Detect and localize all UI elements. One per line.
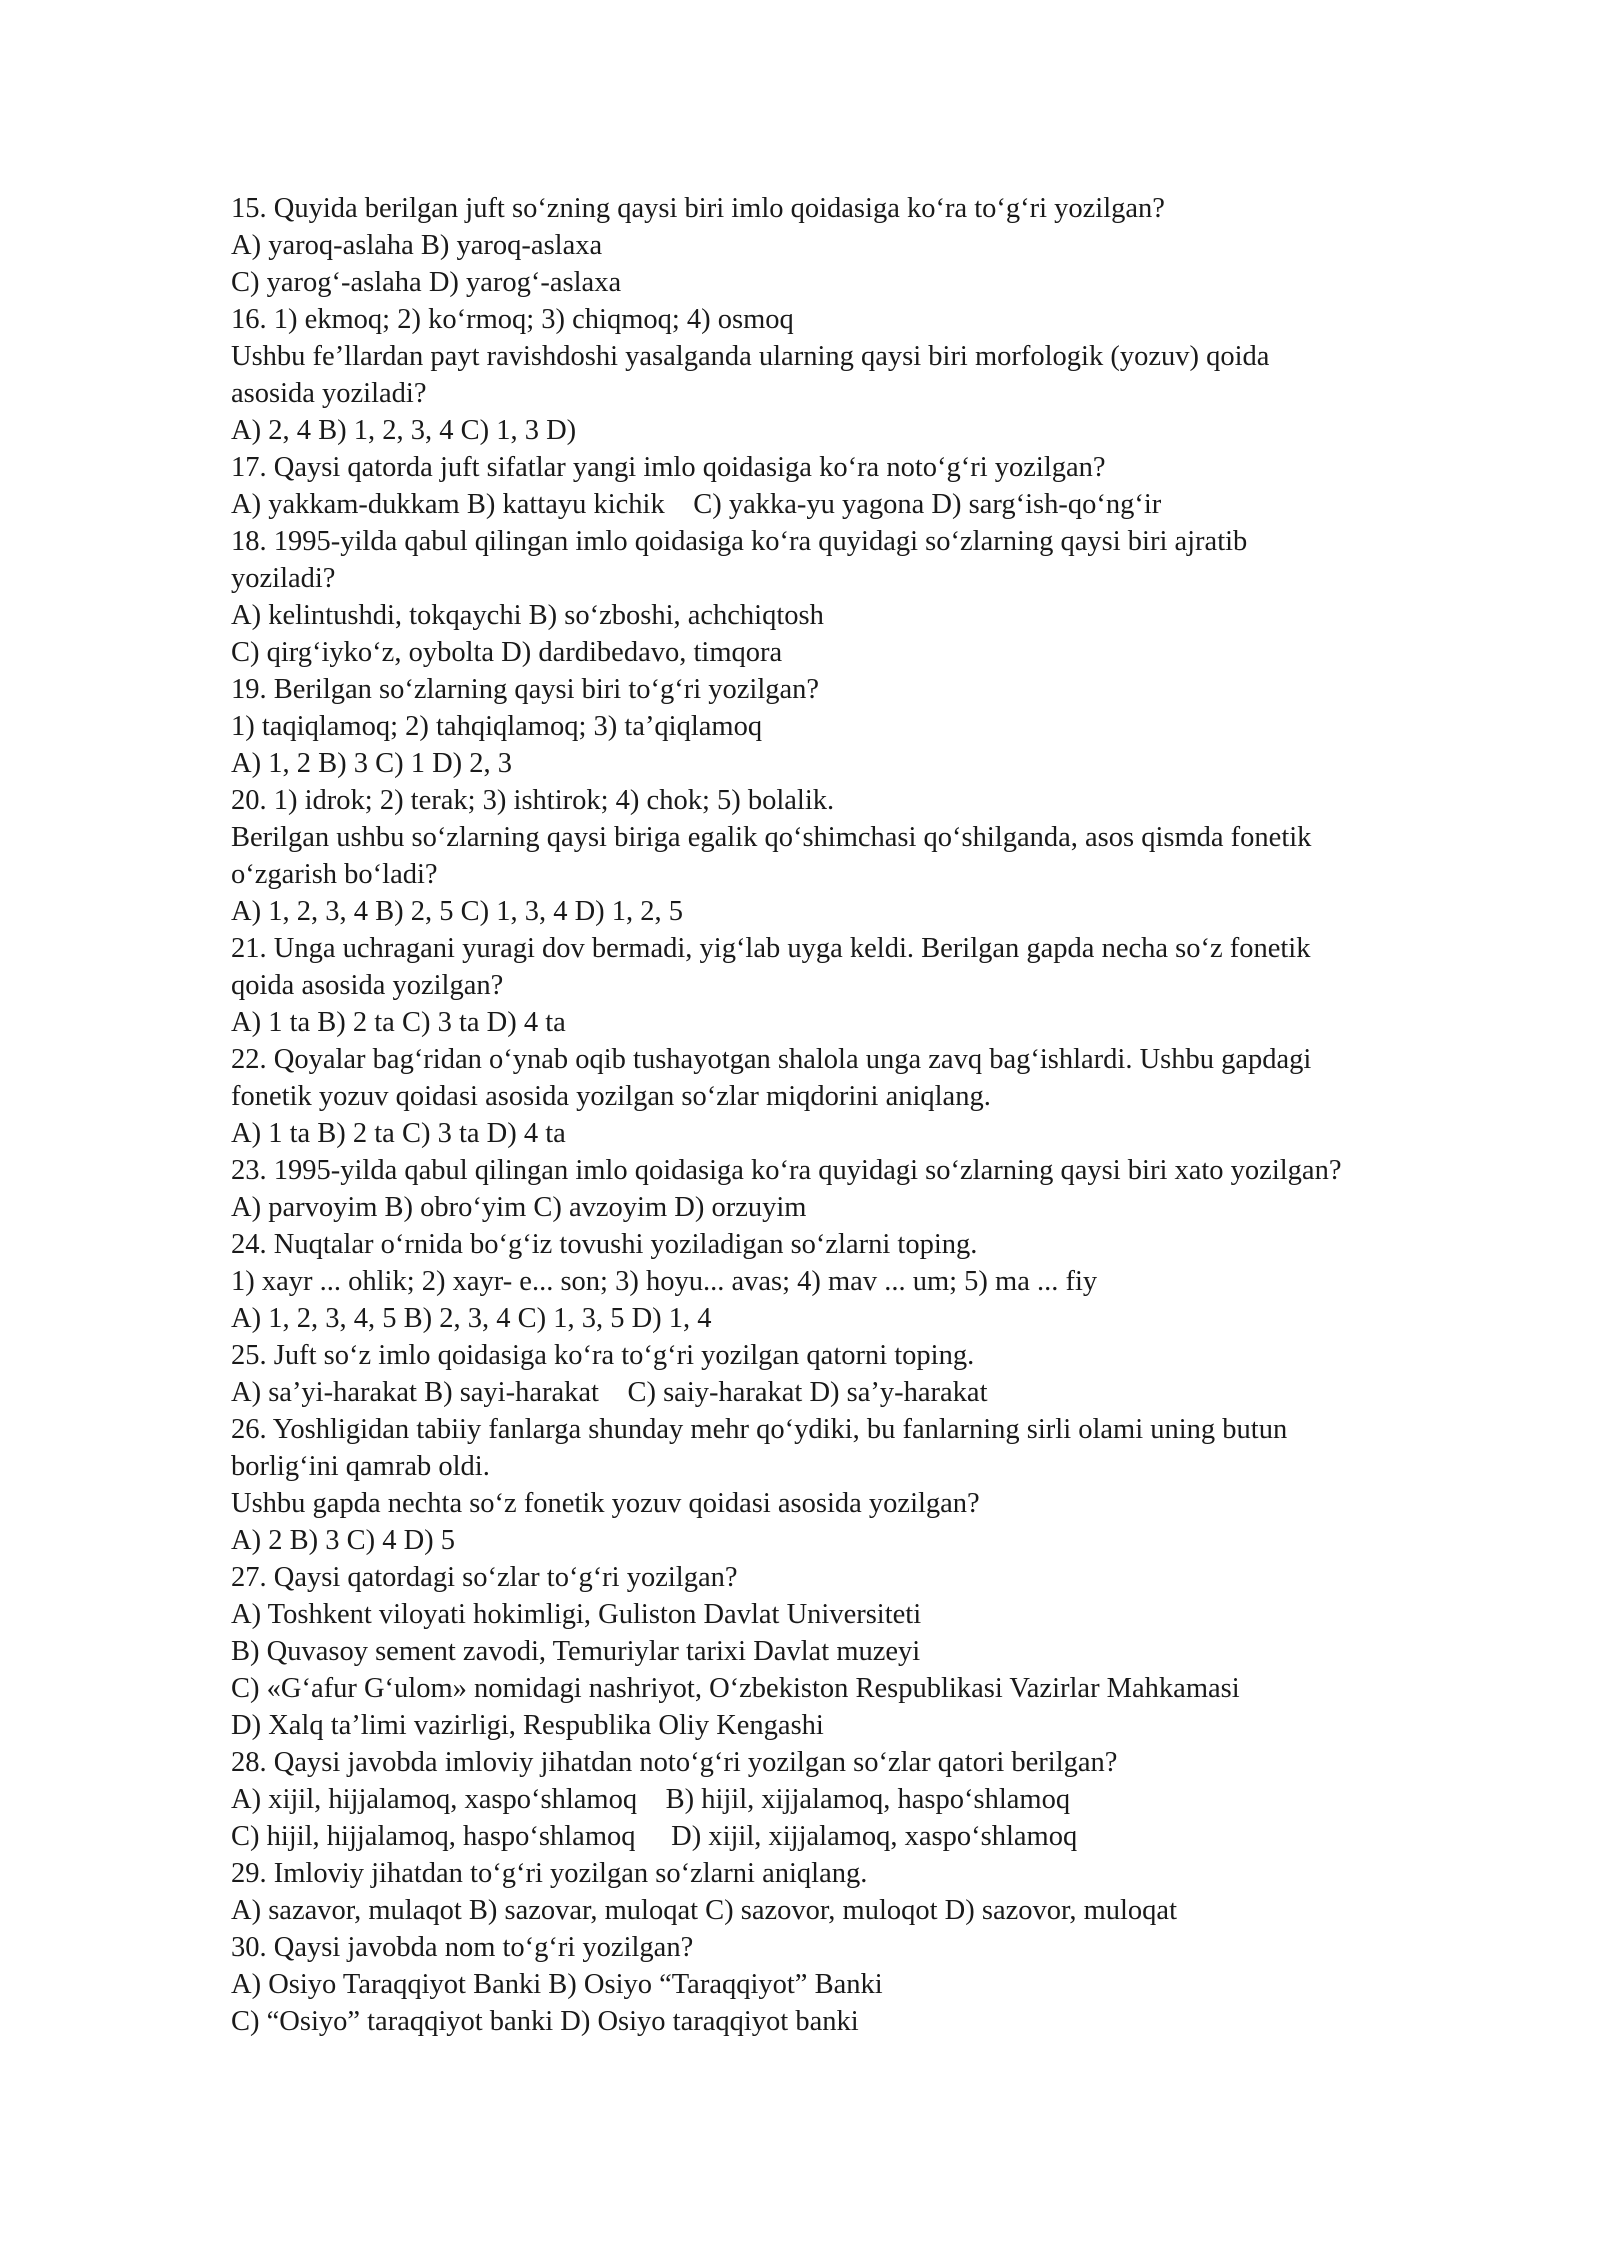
answer-options-line: A) parvoyim B) obro‘yim C) avzoyim D) orzuyim	[231, 1192, 807, 1223]
answer-options-line: C) «G‘afur G‘ulom» nomidagi nashriyot, O‘zbekiston Respublikasi Vazirlar Mahkamasi	[231, 1673, 1240, 1704]
question-text-line: 28. Qaysi javobda imloviy jihatdan noto‘g‘ri yozilgan so‘zlar qatori berilgan?	[231, 1747, 1118, 1778]
answer-options-line: A) Toshkent viloyati hokimligi, Guliston Davlat Universiteti	[231, 1599, 922, 1630]
answer-options-line: A) 1 ta B) 2 ta C) 3 ta D) 4 ta	[231, 1118, 566, 1149]
question-text-line: 18. 1995-yilda qabul qilingan imlo qoidasiga ko‘ra quyidagi so‘zlarning qaysi biri ajratib	[231, 526, 1248, 557]
document-body	[231, 190, 1491, 2040]
answer-options-line: C) yarog‘-aslaha D) yarog‘-aslaxa	[231, 267, 622, 298]
question-text-line: 1) taqiqlamoq; 2) tahqiqlamoq; 3) ta’qiqlamoq	[231, 711, 763, 742]
question-text-line: 23. 1995-yilda qabul qilingan imlo qoidasiga ko‘ra quyidagi so‘zlarning qaysi biri xato yozilgan?	[231, 1155, 1342, 1186]
question-text-line: 21. Unga uchragani yuragi dov bermadi, yig‘lab uyga keldi. Berilgan gapda necha so‘z fonetik	[231, 933, 1311, 964]
answer-options-line: A) sazavor, mulaqot B) sazovar, muloqat C) sazovor, muloqot D) sazovor, muloqat	[231, 1895, 1177, 1926]
question-text-line: asosida yoziladi?	[231, 378, 427, 409]
question-text-line: 20. 1) idrok; 2) terak; 3) ishtirok; 4) chok; 5) bolalik.	[231, 785, 835, 816]
answer-options-line: A) 2 B) 3 C) 4 D) 5	[231, 1525, 456, 1556]
answer-options-line: A) kelintushdi, tokqaychi B) so‘zboshi, achchiqtosh	[231, 600, 824, 631]
answer-options-line: B) Quvasoy sement zavodi, Temuriylar tarixi Davlat muzeyi	[231, 1636, 921, 1667]
answer-options-line: A) xijil, hijjalamoq, xaspo‘shlamoq B) hijil, xijjalamoq, haspo‘shlamoq	[231, 1784, 1071, 1815]
question-text-line: fonetik yozuv qoidasi asosida yozilgan so‘zlar miqdorini aniqlang.	[231, 1081, 991, 1112]
question-text-line: 22. Qoyalar bag‘ridan o‘ynab oqib tushayotgan shalola unga zavq bag‘ishlardi. Ushbu gapdagi	[231, 1044, 1312, 1075]
answer-options-line: A) 1 ta B) 2 ta C) 3 ta D) 4 ta	[231, 1007, 566, 1038]
question-text-line: Ushbu fe’llardan payt ravishdoshi yasalganda ularning qaysi biri morfologik (yozuv) qoida	[231, 341, 1270, 372]
answer-options-line: A) 2, 4 B) 1, 2, 3, 4 C) 1, 3 D)	[231, 415, 577, 446]
answer-options-line: A) yaroq-aslaha B) yaroq-aslaxa	[231, 230, 603, 261]
answer-options-line: C) hijil, hijjalamoq, haspo‘shlamoq D) xijil, xijjalamoq, xaspo‘shlamoq	[231, 1821, 1078, 1852]
answer-options-line: A) yakkam-dukkam B) kattayu kichik C) yakka-yu yagona D) sarg‘ish-qo‘ng‘ir	[231, 489, 1162, 520]
question-text-line: 29. Imloviy jihatdan to‘g‘ri yozilgan so‘zlarni aniqlang.	[231, 1858, 868, 1889]
answer-options-line: A) Osiyo Taraqqiyot Banki B) Osiyo “Taraqqiyot” Banki	[231, 1969, 883, 2000]
question-text-line: Berilgan ushbu so‘zlarning qaysi biriga egalik qo‘shimchasi qo‘shilganda, asos qismda fonetik	[231, 822, 1312, 853]
question-text-line: borlig‘ini qamrab oldi.	[231, 1451, 490, 1482]
answer-options-line: A) sa’yi-harakat B) sayi-harakat C) saiy-harakat D) sa’y-harakat	[231, 1377, 988, 1408]
answer-options-line: A) 1, 2 B) 3 C) 1 D) 2, 3	[231, 748, 513, 779]
question-text-line: 19. Berilgan so‘zlarning qaysi biri to‘g‘ri yozilgan?	[231, 674, 820, 705]
answer-options-line: A) 1, 2, 3, 4 B) 2, 5 C) 1, 3, 4 D) 1, 2, 5	[231, 896, 684, 927]
question-text-line: 30. Qaysi javobda nom to‘g‘ri yozilgan?	[231, 1932, 694, 1963]
answer-options-line: C) qirg‘iyko‘z, oybolta D) dardibedavo, timqora	[231, 637, 783, 668]
question-text-line: 27. Qaysi qatordagi so‘zlar to‘g‘ri yozilgan?	[231, 1562, 738, 1593]
question-text-line: qoida asosida yozilgan?	[231, 970, 504, 1001]
question-text-line: o‘zgarish bo‘ladi?	[231, 859, 438, 890]
question-text-line: 26. Yoshligidan tabiiy fanlarga shunday mehr qo‘ydiki, bu fanlarning sirli olami uning butun	[231, 1414, 1288, 1445]
question-text-line: 15. Quyida berilgan juft so‘zning qaysi biri imlo qoidasiga ko‘ra to‘g‘ri yozilgan?	[231, 193, 1165, 224]
question-text-line: yoziladi?	[231, 563, 336, 594]
question-text-line: 25. Juft so‘z imlo qoidasiga ko‘ra to‘g‘ri yozilgan qatorni toping.	[231, 1340, 975, 1371]
question-text-line: 17. Qaysi qatorda juft sifatlar yangi imlo qoidasiga ko‘ra noto‘g‘ri yozilgan?	[231, 452, 1106, 483]
question-text-line: 1) xayr ... ohlik; 2) xayr- e... son; 3) hoyu... avas; 4) mav ... um; 5) ma ... fiy	[231, 1266, 1098, 1297]
question-text-line: 16. 1) ekmoq; 2) ko‘rmoq; 3) chiqmoq; 4) osmoq	[231, 304, 794, 335]
answer-options-line: D) Xalq ta’limi vazirligi, Respublika Oliy Kengashi	[231, 1710, 824, 1741]
question-text-line: 24. Nuqtalar o‘rnida bo‘g‘iz tovushi yoziladigan so‘zlarni toping.	[231, 1229, 978, 1260]
question-text-line: Ushbu gapda nechta so‘z fonetik yozuv qoidasi asosida yozilgan?	[231, 1488, 980, 1519]
answer-options-line: A) 1, 2, 3, 4, 5 B) 2, 3, 4 C) 1, 3, 5 D) 1, 4	[231, 1303, 712, 1334]
answer-options-line: C) “Osiyo” taraqqiyot banki D) Osiyo taraqqiyot banki	[231, 2006, 859, 2037]
